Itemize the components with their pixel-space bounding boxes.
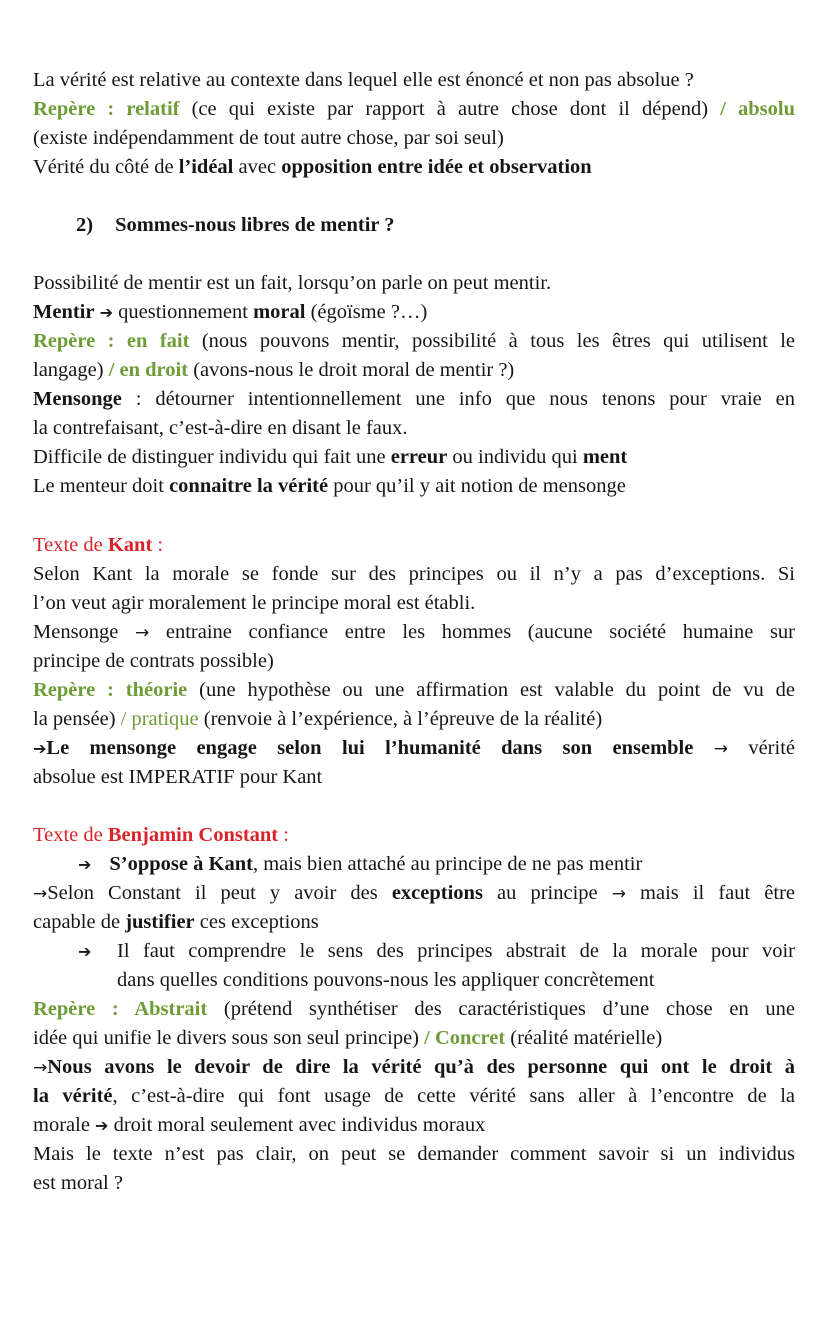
section2-repere: Repère : en fait (nous pouvons mentir, possibilité à tous les êtres qui utilisent le [33,330,796,352]
arrow-icon: → [33,1058,48,1078]
kant-repere: Repère : théorie (une hypothèse ou une affirmation est valable du point de vu de [33,679,795,701]
kant-conclusion-cont: absolue est IMPERATIF pour Kant [33,766,323,788]
section2-difficile: Difficile de distinguer individu qui fait une erreur ou individu qui ment [33,446,628,468]
kant-repere-cont: la pensée) / pratique (renvoie à l’expérience, à l’épreuve de la réalité) [33,708,603,730]
kant-line4: principe de contrats possible) [33,650,274,672]
constant-line3: capable de justifier ces exceptions [33,911,319,933]
constant-bullet2: Il faut comprendre le sens des principes abstrait de la morale pour voir [117,940,795,962]
constant-conclusion: →Nous avons le devoir de dire la vérité qu’à des personne qui ont le droit à [33,1056,795,1078]
arrow-icon: ➔ [78,942,92,961]
kant-conclusion: ➔Le mensonge engage selon lui l’humanité dans son ensemble → vérité [33,737,795,759]
section2-mentir: Mentir ➔ questionnement moral (égoïsme ?…) [33,301,428,323]
constant-repere: Repère : Abstrait (prétend synthétiser des caractéristiques d’une chose en une [33,998,795,1020]
constant-conclusion-cont: la vérité, c’est-à-dire qui font usage de cette vérité sans aller à l’encontre de la [33,1085,795,1107]
section-heading: 2) Sommes-nous libres de mentir ? [76,214,395,236]
section2-menteur: Le menteur doit connaitre la vérité pour qu’il y ait notion de mensonge [33,475,626,497]
constant-heading: Texte de Benjamin Constant : [33,824,289,846]
kant-line2: l’on veut agir moralement le principe moral est établi. [33,592,476,614]
arrow-icon: ➔ [95,1116,109,1135]
arrow-icon: ➔ [99,303,114,322]
constant-bullet1: ➔ S’oppose à Kant, mais bien attaché au principe de ne pas mentir [78,853,643,875]
section2-mensonge-cont: la contrefaisant, c’est-à-dire en disant le faux. [33,417,408,439]
constant-line2: →Selon Constant il peut y avoir des exceptions au principe → mais il faut être [33,882,796,904]
section2-p1: Possibilité de mentir est un fait, lorsqu’on parle on peut mentir. [33,272,552,294]
arrow-icon: ➔ [78,855,92,874]
constant-bullet2-cont: dans quelles conditions pouvons-nous les appliquer concrètement [117,969,655,991]
constant-final-cont: est moral ? [33,1172,123,1194]
arrow-icon: → [611,884,626,904]
intro-question: La vérité est relative au contexte dans lequel elle est énoncé et non pas absolue ? [33,69,694,91]
section2-mensonge-def: Mensonge : détourner intentionnellement une info que nous tenons pour vraie en [33,388,795,410]
intro-repere: Repère : relatif (ce qui existe par rapport à autre chose dont il dépend) / absolu [33,98,796,120]
arrow-icon: → [33,884,48,904]
kant-heading: Texte de Kant : [33,534,164,556]
kant-line1: Selon Kant la morale se fonde sur des principes ou il n’y a pas d’exceptions. Si [33,563,795,585]
constant-repere-cont: idée qui unifie le divers sous son seul principe) / Concret (réalité matérielle) [33,1027,663,1049]
constant-final: Mais le texte n’est pas clair, on peut se demander comment savoir si un individus [33,1143,795,1165]
intro-verite-line: Vérité du côté de l’idéal avec opposition entre idée et observation [33,156,592,178]
constant-conclusion-end: morale ➔ droit moral seulement avec individus moraux [33,1114,486,1136]
section2-repere-cont: langage) / en droit (avons-nous le droit moral de mentir ?) [33,359,515,381]
arrow-icon: → [713,739,728,759]
kant-line3: Mensonge → entraine confiance entre les hommes (aucune société humaine sur [33,621,796,643]
arrow-icon: → [135,623,150,643]
intro-repere-cont: (existe indépendamment de tout autre chose, par soi seul) [33,127,504,149]
arrow-icon: ➔ [33,739,47,758]
